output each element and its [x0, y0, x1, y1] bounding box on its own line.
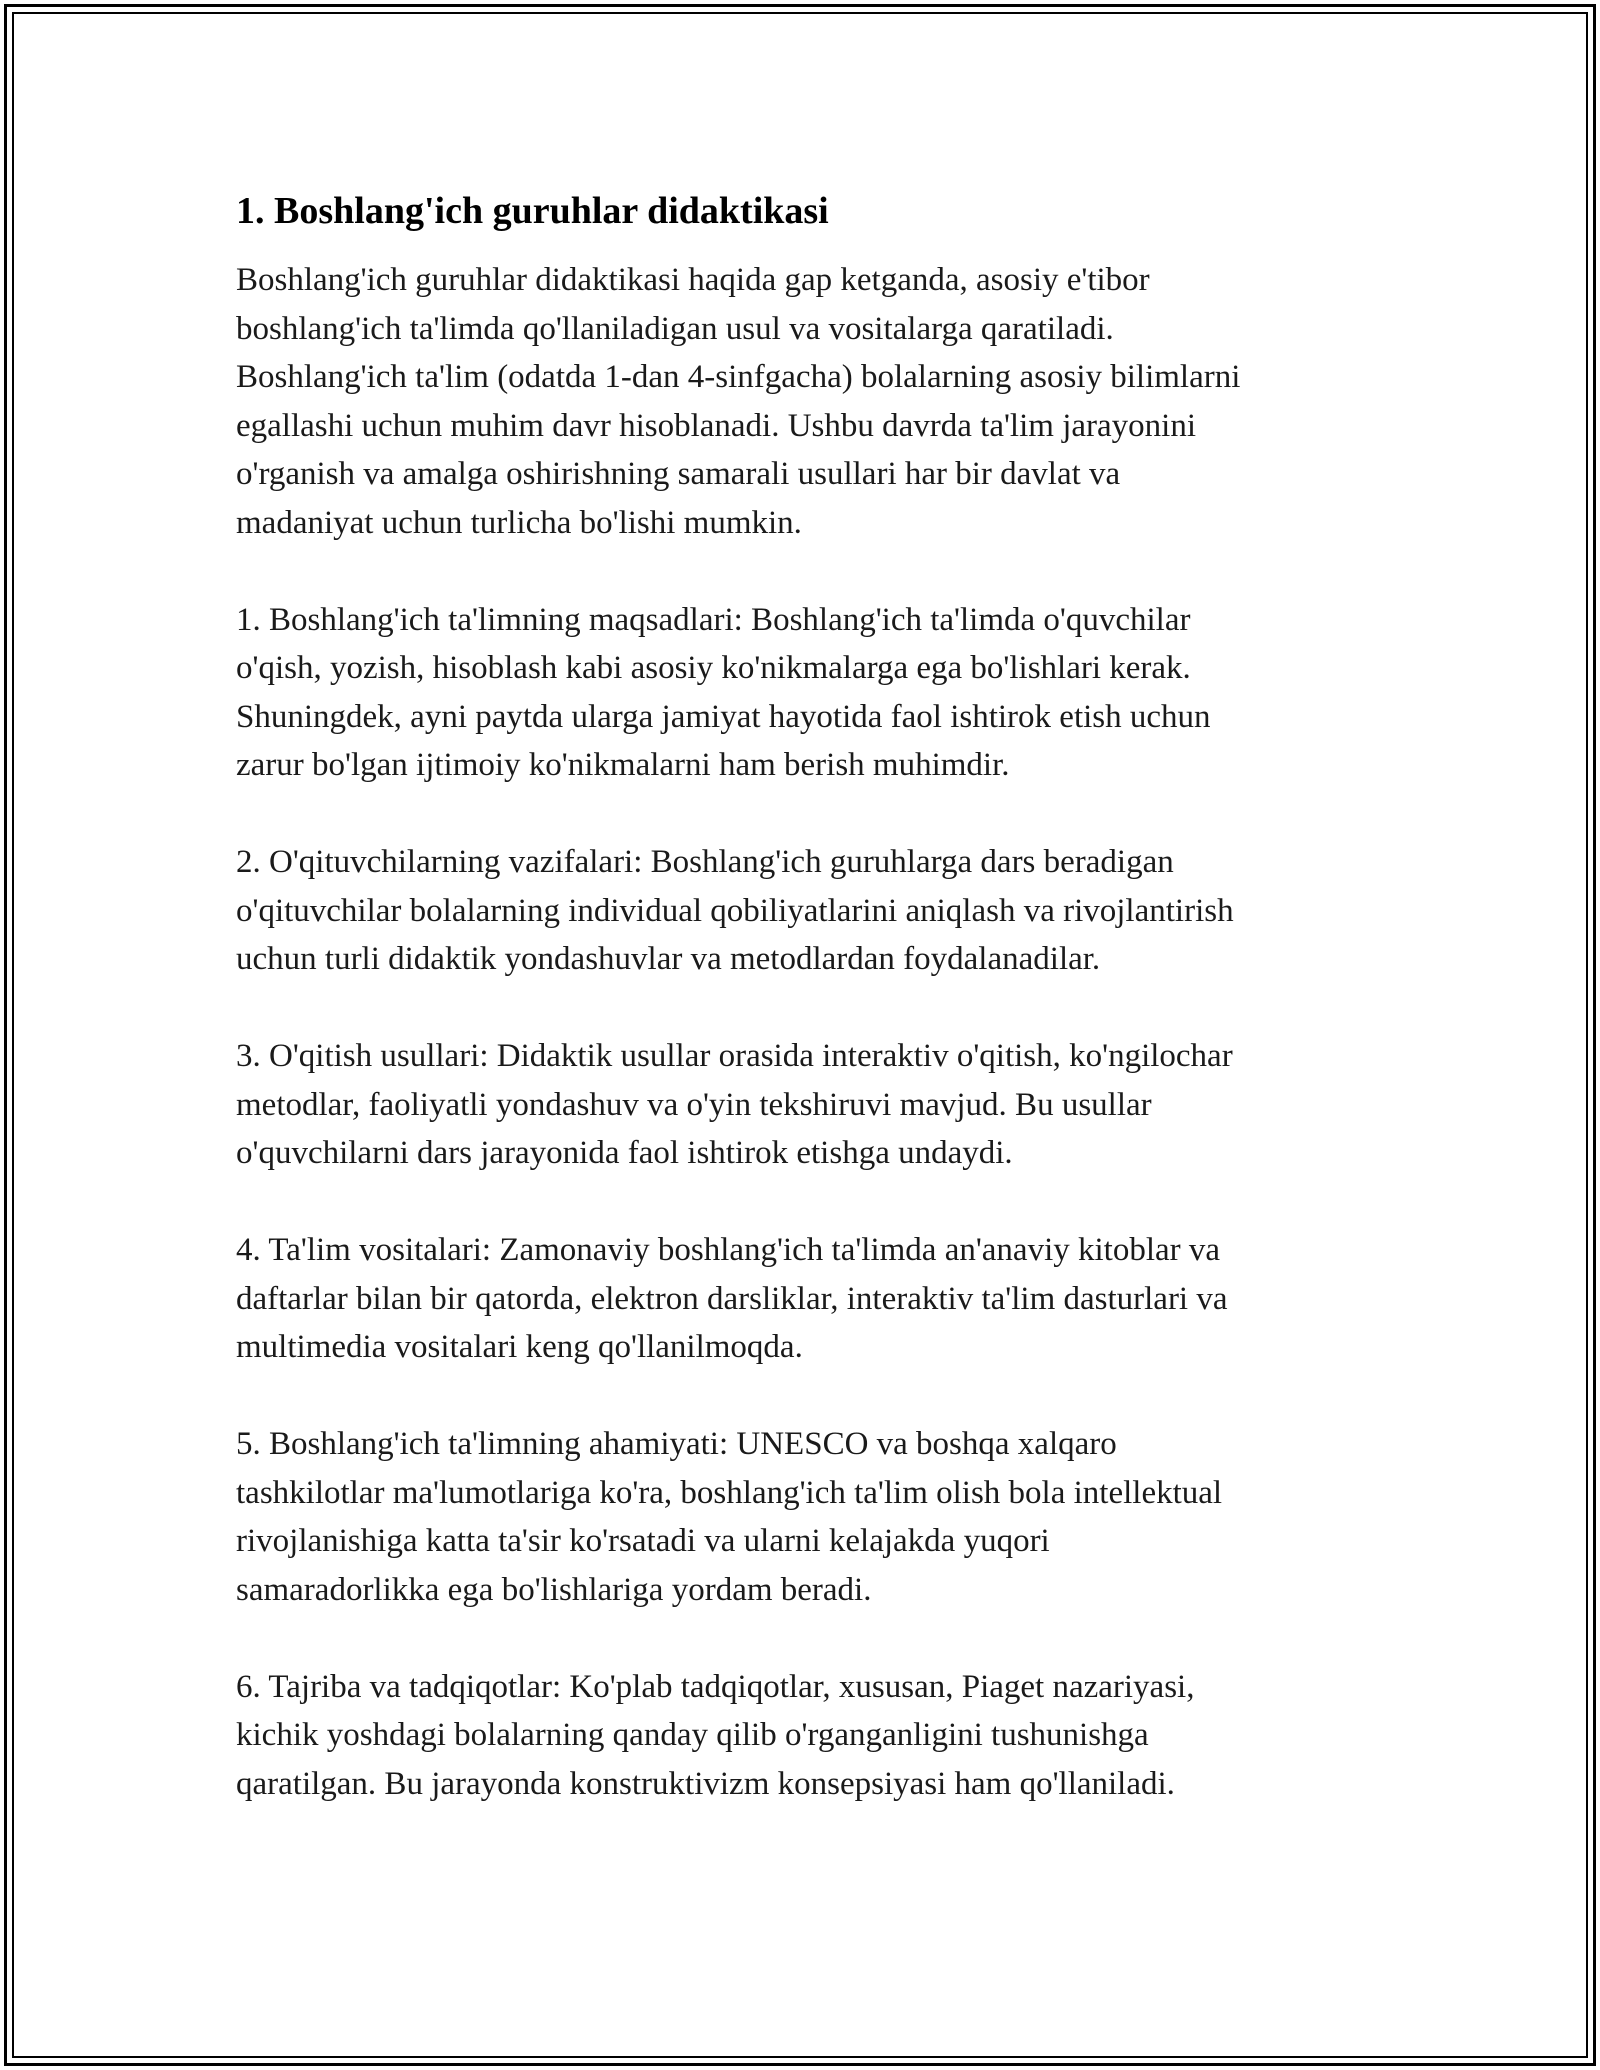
text-line: tashkilotlar ma'lumotlariga ko'ra, boshlang'ich ta'lim olish bola intellektual	[236, 1474, 1223, 1511]
text-line: boshlang'ich ta'limda qo'llaniladigan usul va vositalarga qaratiladi.	[236, 310, 1114, 347]
text-line: metodlar, faoliyatli yondashuv va o'yin tekshiruvi mavjud. Bu usullar	[236, 1086, 1152, 1123]
text-line: o'qituvchilar bolalarning individual qobiliyatlarini aniqlash va rivojlantirish	[236, 892, 1234, 929]
paragraph-teacher-duties	[236, 838, 1366, 984]
paragraph-importance	[236, 1420, 1366, 1614]
document-body	[236, 186, 1366, 1857]
section-title: 1. Boshlang'ich guruhlar didaktikasi	[236, 190, 829, 232]
text-line: samaradorlikka ega bo'lishlariga yordam beradi.	[236, 1571, 872, 1608]
text-line: o'qish, yozish, hisoblash kabi asosiy ko'nikmalarga ega bo'lishlari kerak.	[236, 650, 1191, 686]
text-line: o'rganish va amalga oshirishning samarali usullari har bir davlat va	[236, 456, 1121, 492]
text-line: uchun turli didaktik yondashuvlar va metodlardan foydalanadilar.	[236, 941, 1101, 977]
text-line: o'quvchilarni dars jarayonida faol ishtirok etishga undaydi.	[236, 1135, 1013, 1171]
text-line: madaniyat uchun turlicha bo'lishi mumkin.	[236, 504, 802, 541]
text-line: Shuningdek, ayni paytda ularga jamiyat hayotida faol ishtirok etish uchun	[236, 698, 1211, 735]
text-line: kichik yoshdagi bolalarning qanday qilib o'rganganligini tushunishga	[236, 1717, 1149, 1753]
text-line: Boshlang'ich guruhlar didaktikasi haqida gap ketganda, asosiy e'tibor	[236, 262, 1150, 298]
paragraph-goals	[236, 596, 1366, 790]
text-line: 3. O'qitish usullari: Didaktik usullar orasida interaktiv o'qitish, ko'ngilochar	[236, 1038, 1233, 1074]
text-line: 5. Boshlang'ich ta'limning ahamiyati: UNESCO va boshqa xalqaro	[236, 1426, 1117, 1462]
paragraph-teaching-methods	[236, 1032, 1366, 1178]
paragraph-research	[236, 1663, 1366, 1809]
paragraph-education-tools	[236, 1226, 1366, 1372]
text-line: zarur bo'lgan ijtimoiy ko'nikmalarni ham berish muhimdir.	[236, 747, 1010, 783]
text-line: 6. Tajriba va tadqiqotlar: Ko'plab tadqiqotlar, xususan, Piaget nazariyasi,	[236, 1668, 1195, 1705]
intro-paragraph	[236, 256, 1366, 547]
text-line: multimedia vositalari keng qo'llanilmoqda.	[236, 1329, 803, 1365]
text-line: rivojlanishiga katta ta'sir ko'rsatadi va ularni kelajakda yuqori	[236, 1523, 1050, 1559]
text-line: daftarlar bilan bir qatorda, elektron darsliklar, interaktiv ta'lim dasturlari va	[236, 1280, 1228, 1317]
text-line: 1. Boshlang'ich ta'limning maqsadlari: Boshlang'ich ta'limda o'quvchilar	[236, 601, 1191, 638]
text-line: Boshlang'ich ta'lim (odatda 1-dan 4-sinfgacha) bolalarning asosiy bilimlarni	[236, 359, 1241, 395]
text-line: 2. O'qituvchilarning vazifalari: Boshlang'ich guruhlarga dars beradigan	[236, 844, 1174, 880]
text-line: 4. Ta'lim vositalari: Zamonaviy boshlang'ich ta'limda an'anaviy kitoblar va	[236, 1232, 1221, 1268]
text-line: egallashi uchun muhim davr hisoblanadi. Ushbu davrda ta'lim jarayonini	[236, 407, 1196, 444]
text-line: qaratilgan. Bu jarayonda konstruktivizm konsepsiyasi ham qo'llaniladi.	[236, 1765, 1175, 1802]
